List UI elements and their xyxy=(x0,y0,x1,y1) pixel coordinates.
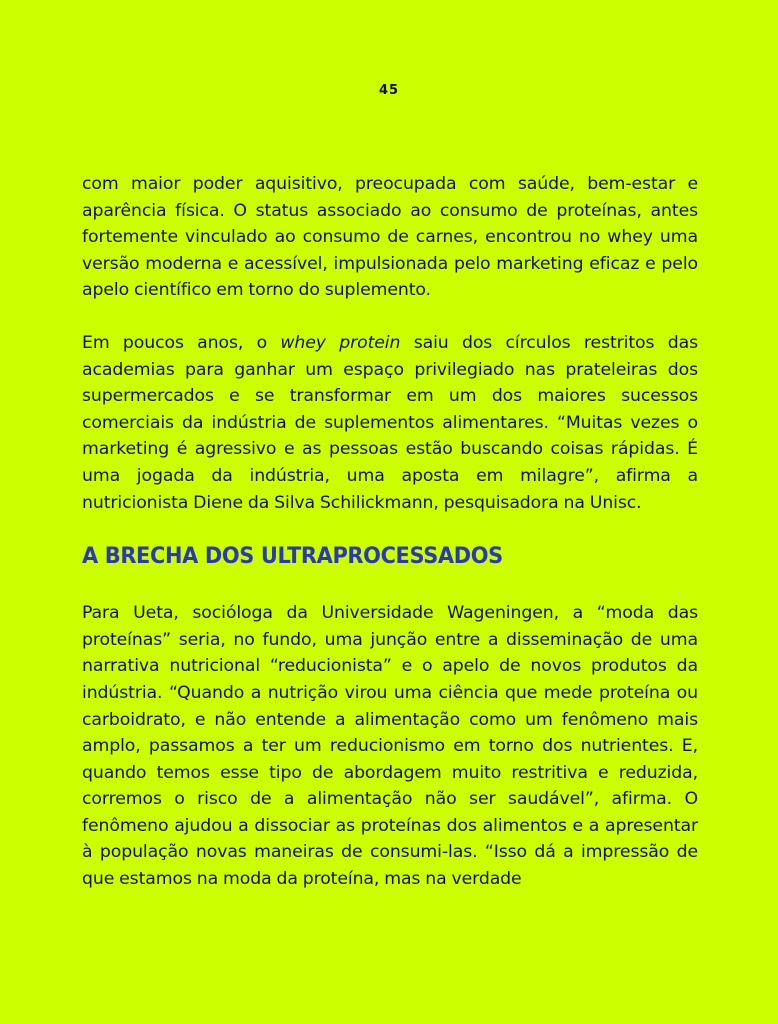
paragraph-1: com maior poder aquisitivo, preocupada com saúde, bem-estar e aparência física. O status associado ao consumo de proteínas, antes fortemente vinculado ao consumo de carnes, encontrou no whey uma versão moderna e acessível, impulsionada pelo marketing eficaz e pelo apelo científico em torno do suplemento. xyxy=(82,174,698,301)
article-body xyxy=(82,171,698,893)
paragraph-2-end: saiu dos círculos restritos das academias para ganhar um espaço privilegiado nas prateleiras dos supermercados e se transformar em um dos maiores sucessos comerciais da indústria de suplementos alimentares. “Muitas vezes o marketing é agressivo e as pessoas estão buscando coisas rápidas. É uma jogada da indústria, uma aposta em milagre”, afirma a nutricionista Diene da Silva Schilickmann, pesquisadora na Unisc. xyxy=(82,332,698,513)
paragraph-3: Para Ueta, socióloga da Universidade Wageningen, a “moda das proteínas” seria, no fundo, uma junção entre a disseminação de uma narrativa nutricional “reducionista” e o apelo de novos produtos da indústria. “Quando a nutrição virou uma ciência que mede proteína ou carboidrato, e não entende a alimentação como um fenômeno mais amplo, passamos a ter um reducionismo em torno dos nutrientes. E, quando temos esse tipo de abordagem muito restritiva e reduzida, corremos o risco de a alimentação não ser saudável”, afirma. O fenômeno ajudou a dissociar as proteínas dos alimentos e a apresentar à população novas maneiras de consumi-las. “Isso dá a impressão de que estamos na moda da proteína, mas na verdade xyxy=(82,603,698,890)
paragraph-2-italic-term: whey protein xyxy=(280,332,401,353)
paragraph-2 xyxy=(82,330,698,516)
paragraph-2-start: Em poucos anos, o xyxy=(82,332,281,353)
page-number: 45 xyxy=(378,83,400,98)
section-heading: A BRECHA DOS ULTRAPROCESSADOS xyxy=(82,543,503,570)
